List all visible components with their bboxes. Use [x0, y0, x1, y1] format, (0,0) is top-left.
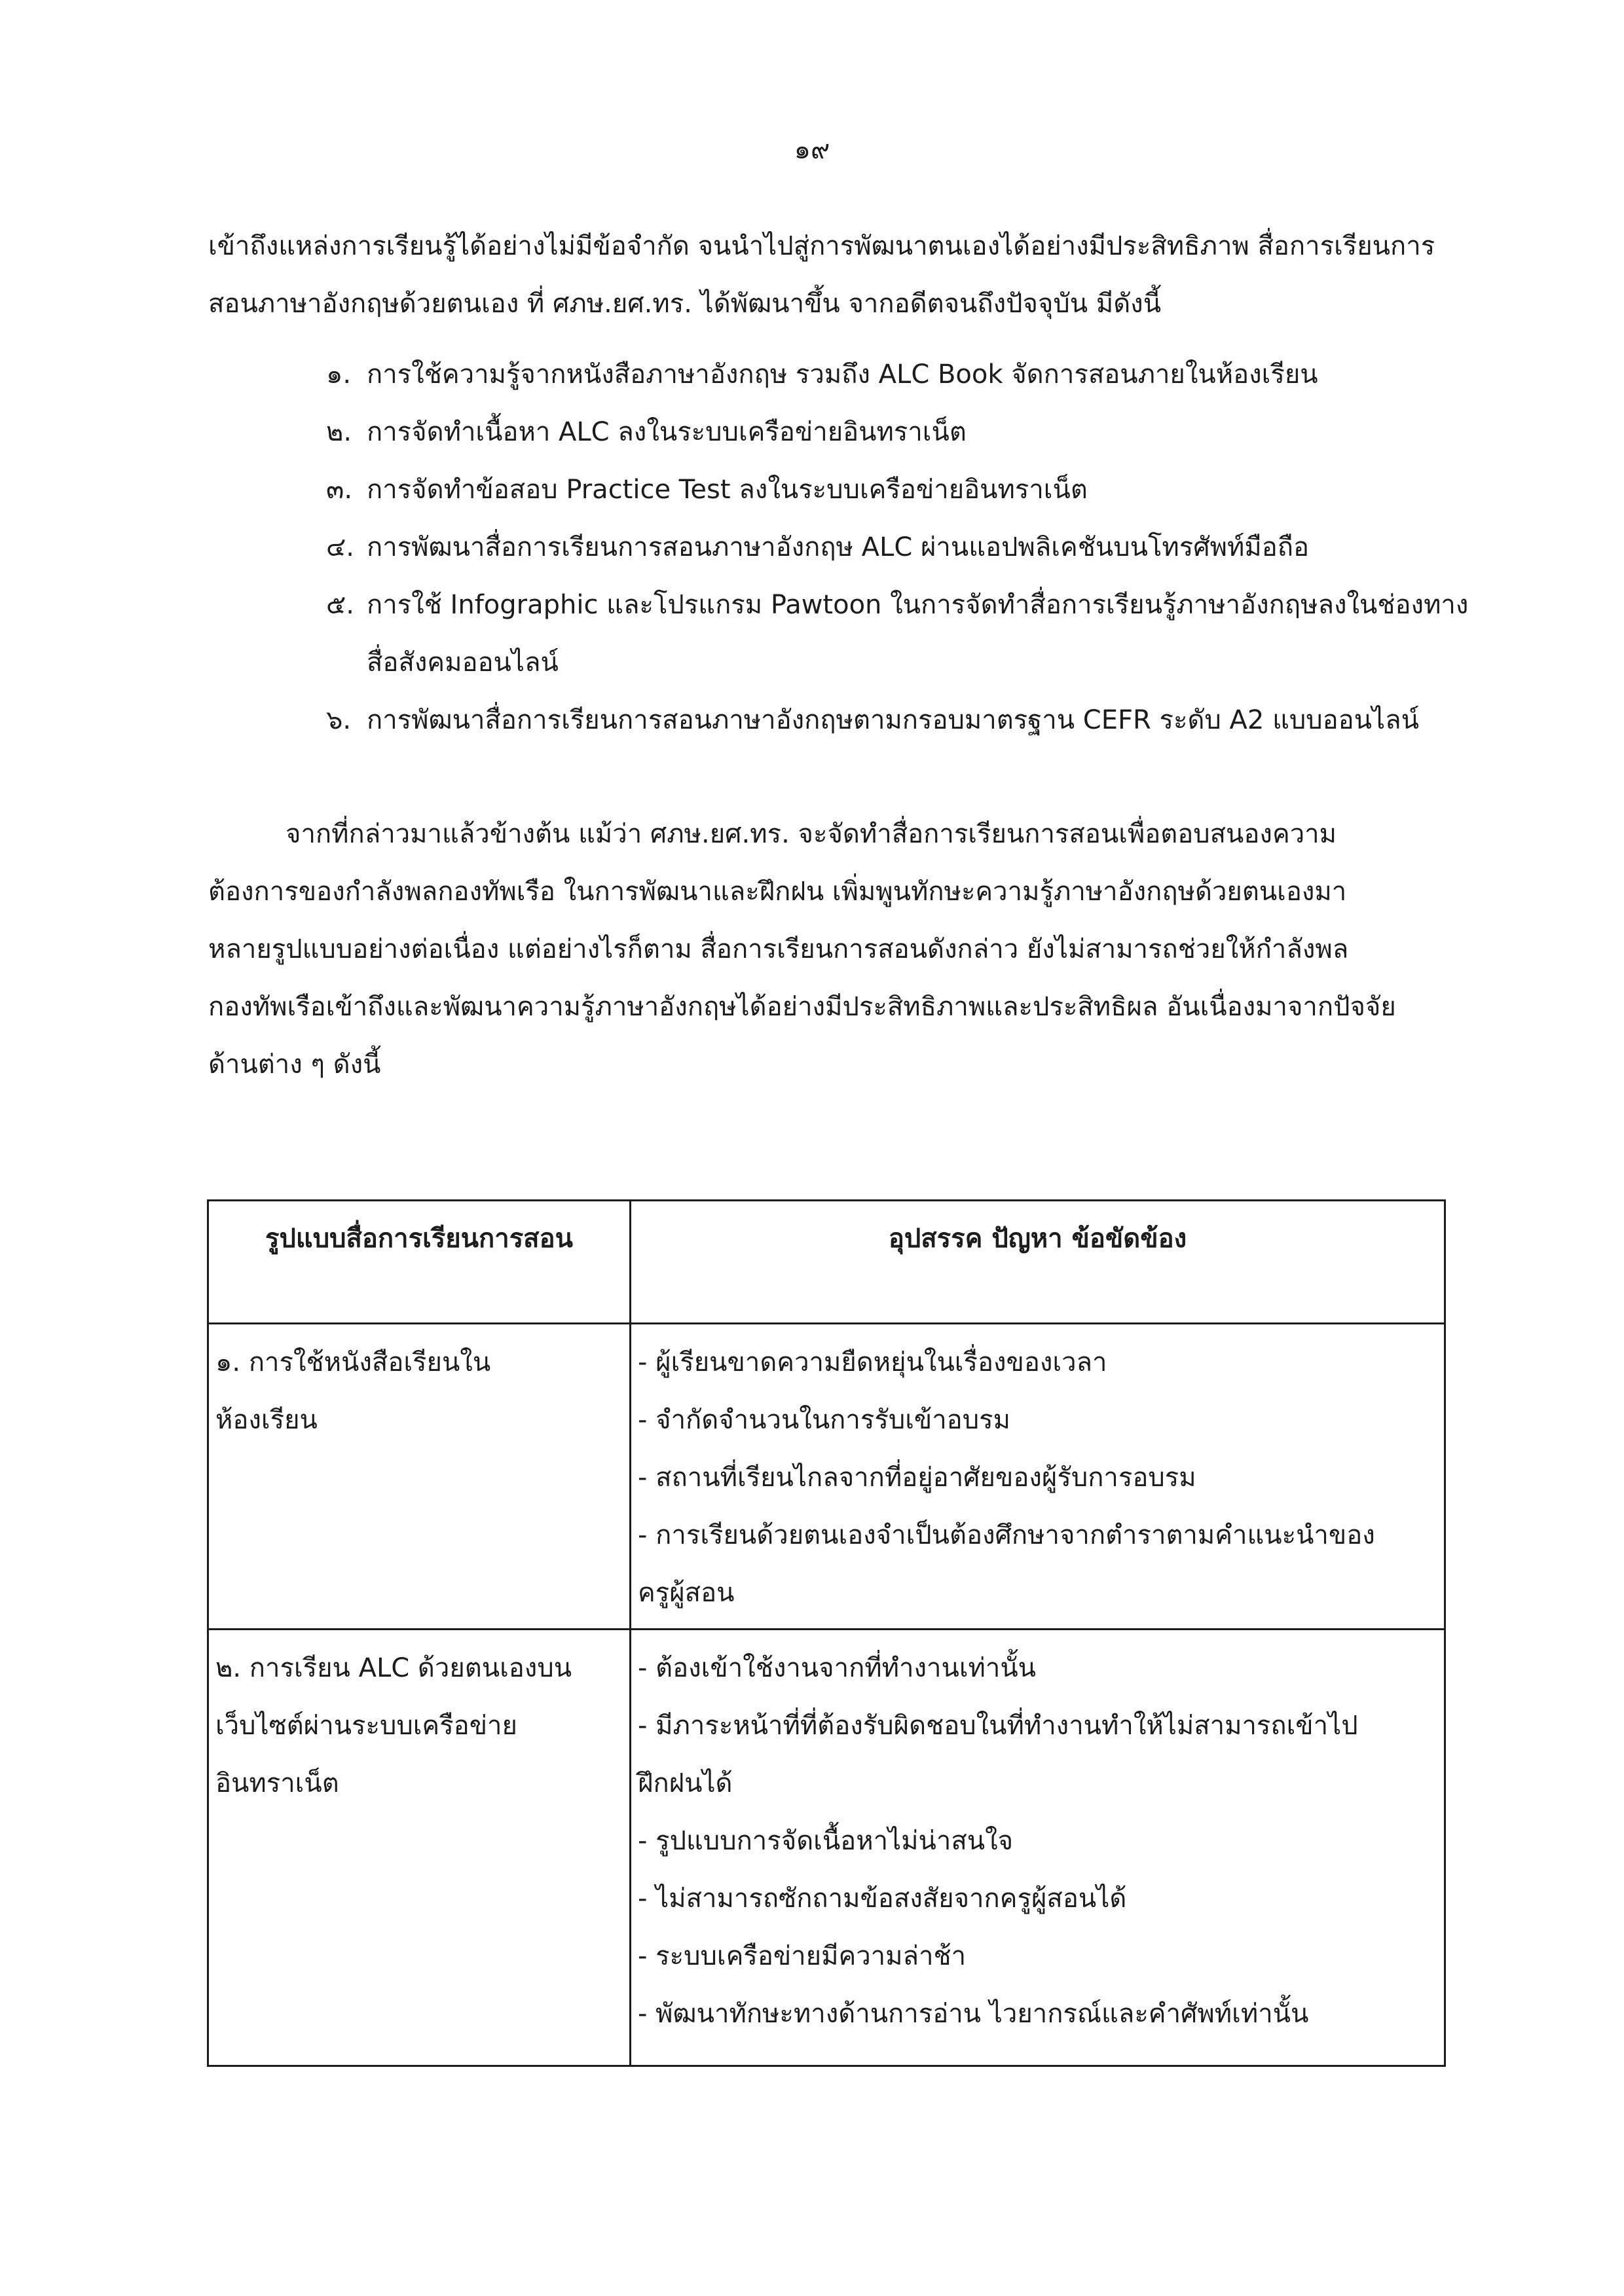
list-item	[326, 346, 1452, 403]
list-item	[326, 461, 1452, 519]
list-text-continued: สื่อสังคมออนไลน์	[367, 647, 559, 678]
cell-line: ห้องเรียน	[215, 1405, 318, 1435]
list-item	[326, 576, 1469, 691]
header-problems: อุปสรรค ปัญหา ข้อขัดข้อง	[631, 1201, 1445, 1324]
list-number: ๑.	[326, 359, 352, 390]
list-number: ๒.	[326, 417, 352, 447]
list-number: ๓.	[326, 475, 353, 505]
summary-line: กองทัพเรือเข้าถึงและพัฒนาความรู้ภาษาอังกฤษได้อย่างมีประสิทธิภาพและประสิทธิผล อันเนื่องมาจากปัจจัย	[208, 992, 1396, 1022]
list-item	[326, 691, 1452, 749]
cell-line: - มีภาระหน้าที่ที่ต้องรับผิดชอบในที่ทำงานทำให้ไม่สามารถเข้าไป	[638, 1711, 1358, 1741]
intro-paragraph	[208, 217, 1452, 333]
cell-line: ๒. การเรียน ALC ด้วยตนเองบน	[215, 1653, 572, 1683]
list-text: การจัดทำข้อสอบ Practice Test ลงในระบบเครือข่ายอินทราเน็ต	[367, 475, 1088, 505]
cell-line: - ไม่สามารถซักถามข้อสงสัยจากครูผู้สอนได้	[638, 1884, 1127, 1914]
cell-line: ครูผู้สอน	[638, 1578, 735, 1608]
list-text: การจัดทำเนื้อหา ALC ลงในระบบเครือข่ายอินทราเน็ต	[367, 417, 967, 447]
cell-line: - การเรียนด้วยตนเองจำเป็นต้องศึกษาจากตำราตามคำแนะนำของ	[638, 1520, 1375, 1550]
list-item	[326, 403, 1452, 461]
media-list	[326, 346, 1469, 749]
cell-line: ๑. การใช้หนังสือเรียนใน	[215, 1347, 491, 1377]
cell-line: อินทราเน็ต	[215, 1768, 339, 1798]
cell-line: - ต้องเข้าใช้งานจากที่ทำงานเท่านั้น	[638, 1653, 1037, 1683]
summary-line: จากที่กล่าวมาแล้วข้างต้น แม้ว่า ศภษ.ยศ.ทร. จะจัดทำสื่อการเรียนการสอนเพื่อตอบสนองความ	[286, 819, 1337, 849]
table-header-row	[208, 1201, 1445, 1324]
list-number: ๔.	[326, 532, 354, 562]
cell-line: ฝึกฝนได้	[638, 1768, 733, 1798]
intro-line: สอนภาษาอังกฤษด้วยตนเอง ที่ ศภษ.ยศ.ทร. ได้พัฒนาขึ้น จากอดีตจนถึงปัจจุบัน มีดังนี้	[208, 289, 1162, 319]
list-number: ๕.	[326, 590, 354, 620]
cell-line: - พัฒนาทักษะทางด้านการอ่าน ไวยากรณ์และคำศัพท์เท่านั้น	[638, 1999, 1309, 2029]
summary-line: ด้านต่าง ๆ ดังนี้	[208, 1049, 381, 1080]
intro-line: เข้าถึงแหล่งการเรียนรู้ได้อย่างไม่มีข้อจำกัด จนนำไปสู่การพัฒนาตนเองได้อย่างมีประสิทธิภาพ สื่อการเรียนการ	[208, 231, 1435, 261]
table-row	[208, 1324, 1445, 1630]
list-text: การใช้ Infographic และโปรแกรม Pawtoon ในการจัดทำสื่อการเรียนรู้ภาษาอังกฤษลงในช่องทาง	[367, 590, 1469, 620]
list-text: การพัฒนาสื่อการเรียนการสอนภาษาอังกฤษตามกรอบมาตรฐาน CEFR ระดับ A2 แบบออนไลน์	[367, 705, 1419, 735]
header-format: รูปแบบสื่อการเรียนการสอน	[208, 1201, 631, 1324]
format-cell	[208, 1630, 631, 2066]
summary-line: หลายรูปแบบอย่างต่อเนื่อง แต่อย่างไรก็ตาม สื่อการเรียนการสอนดังกล่าว ยังไม่สามารถช่วยให้กำลังพล	[208, 934, 1349, 964]
media-problems-table	[207, 1199, 1446, 2067]
cell-line: - จำกัดจำนวนในการรับเข้าอบรม	[638, 1405, 1010, 1435]
summary-line: ต้องการของกำลังพลกองทัพเรือ ในการพัฒนาและฝึกฝน เพิ่มพูนทักษะความรู้ภาษาอังกฤษด้วยตนเองมา	[208, 877, 1347, 907]
list-text-wrap	[367, 576, 1468, 691]
format-cell	[208, 1324, 631, 1630]
problems-cell	[631, 1324, 1445, 1630]
list-item	[326, 519, 1452, 576]
list-text: การใช้ความรู้จากหนังสือภาษาอังกฤษ รวมถึง ALC Book จัดการสอนภายในห้องเรียน	[367, 359, 1318, 390]
list-number: ๖.	[326, 705, 352, 735]
problems-cell	[631, 1630, 1445, 2066]
list-text: การพัฒนาสื่อการเรียนการสอนภาษาอังกฤษ ALC ผ่านแอปพลิเคชันบนโทรศัพท์มือถือ	[367, 532, 1310, 562]
table-row	[208, 1630, 1445, 2066]
cell-line: - สถานที่เรียนไกลจากที่อยู่อาศัยของผู้รับการอบรม	[638, 1463, 1196, 1493]
page-number: ๑๙	[794, 135, 830, 165]
cell-line: - ระบบเครือข่ายมีความล่าช้า	[638, 1941, 967, 1971]
cell-line: - ผู้เรียนขาดความยืดหยุ่นในเรื่องของเวลา	[638, 1347, 1107, 1377]
summary-paragraph	[208, 805, 1452, 1093]
cell-line: เว็บไซต์ผ่านระบบเครือข่าย	[215, 1711, 517, 1741]
cell-line: - รูปแบบการจัดเนื้อหาไม่น่าสนใจ	[638, 1826, 1014, 1856]
